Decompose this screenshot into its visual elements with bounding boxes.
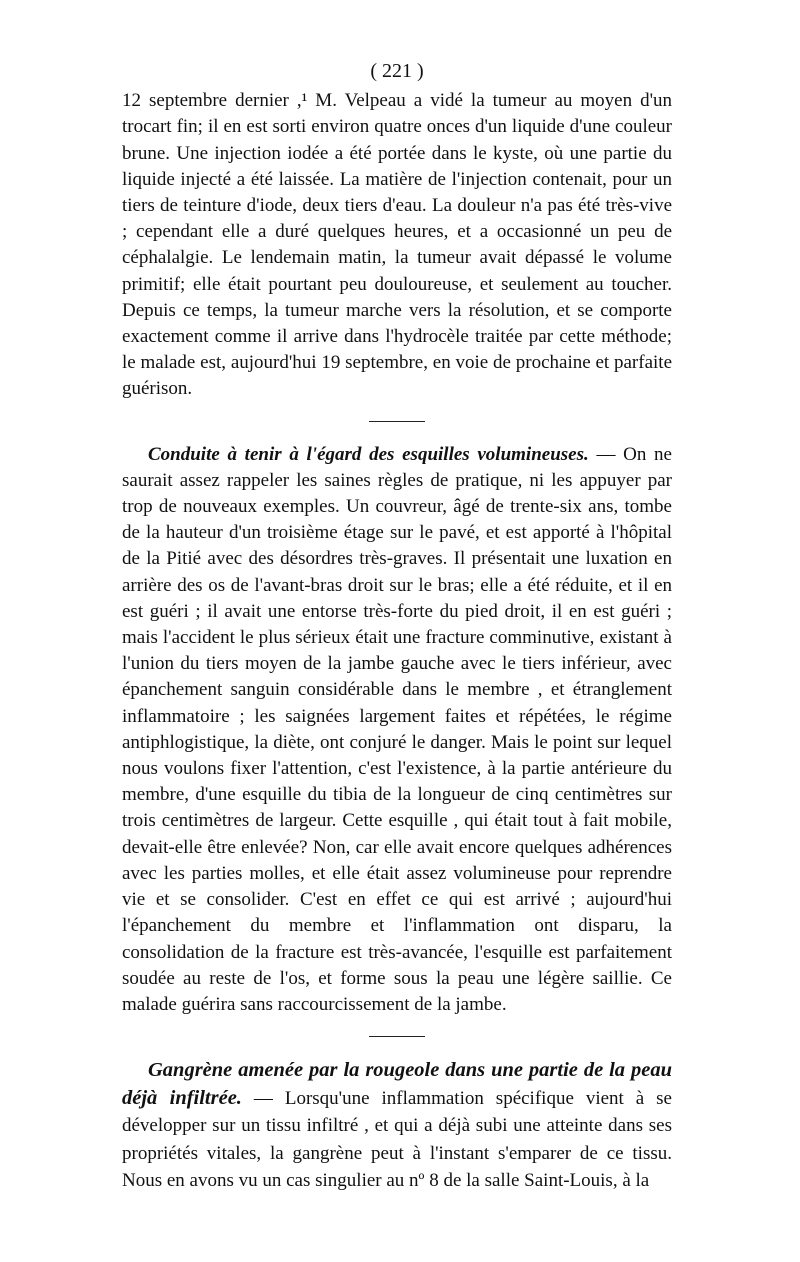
section-separator-rule: [369, 421, 425, 422]
document-page: [122, 58, 672, 1195]
page-number: ( 221 ): [370, 60, 424, 82]
paragraph-gangrene-body: — Lorsqu'une inflammation spécifique vient à se développer sur un tissu infiltré , et qui a déjà subi une atteinte dans ses propriétés vitales, la gangrène peut à l'instant s'emparer de ce tissu. Nous en avons vu un cas singulier au nº 8 de la salle Saint-Louis, à la: [122, 1087, 672, 1192]
section-heading-esquilles: Conduite à tenir à l'égard des esquilles volumineuses.: [148, 443, 589, 465]
paragraph-esquilles: [122, 442, 672, 1018]
paragraph-continuation: 12 septembre dernier ,¹ M. Velpeau a vidé la tumeur au moyen d'un trocart fin; il en est sorti environ quatre onces d'un liquide d'une couleur brune. Une injection iodée a été portée dans le kyste, où une partie du liquide injecté a été laissée. La matière de l'injection contenait, pour un tiers de teinture d'iode, deux tiers d'eau. La douleur n'a pas été très-vive ; cependant elle a duré quelques heures, et a occasionné un peu de céphalalgie. Le lendemain matin, la tumeur avait dépassé le volume primitif; elle était pourtant peu douloureuse, et seulement au toucher. Depuis ce temps, la tumeur marche vers la résolution, et se comporte exactement comme il arrive dans l'hydrocèle traitée par cette méthode; le malade est, aujourd'hui 19 septembre, en voie de prochaine et parfaite guérison.: [122, 90, 672, 400]
section-heading-gangrene: Gangrène amenée par la rougeole dans une partie de la peau déjà infiltrée.: [122, 1059, 672, 1109]
section-separator-rule: [369, 1036, 425, 1037]
paragraph-esquilles-body: — On ne saurait assez rappeler les saines règles de pratique, ni les appuyer par trop de nouveaux exemples. Un couvreur, âgé de trente-six ans, tombe de la hauteur d'un troisième étage sur le pavé, et est apporté à l'hôpital de la Pitié avec des désordres très-graves. Il présentait une luxation en arrière des os de l'avant-bras droit sur le bras; elle a été réduite, et il en est guéri ; il avait une entorse très-forte du pied droit, il en est guéri ; mais l'accident le plus sérieux était une fracture comminutive, existant à l'union du tiers moyen de la jambe gauche avec le tiers inférieur, avec épanchement sanguin considérable dans le membre , et étranglement inflammatoire ; les saignées largement faites et répétées, le régime antiphlogistique, la diète, ont conjuré le danger. Mais le point sur lequel nous voulons fixer l'attention, c'est l'existence, à la partie antérieure du membre, d'une esquille du tibia de la longueur de cinq centimètres sur trois centimètres de largeur. Cette esquille , qui était tout à fait mobile, devait-elle être enlevée? Non, car elle avait encore quelques adhérences avec les parties molles, et elle était assez volumineuse pour reprendre vie et se consolider. C'est en effet ce qui est arrivé ; aujourd'hui l'épanchement du membre et l'inflammation ont disparu, la consolidation de la fracture est très-avancée, l'esquille est parfaitement soudée au reste de l'os, et forme sous la peau une légère saillie. Ce malade guérira sans raccourcissement de la jambe.: [122, 443, 672, 1015]
paragraph-gangrene: [122, 1057, 672, 1195]
